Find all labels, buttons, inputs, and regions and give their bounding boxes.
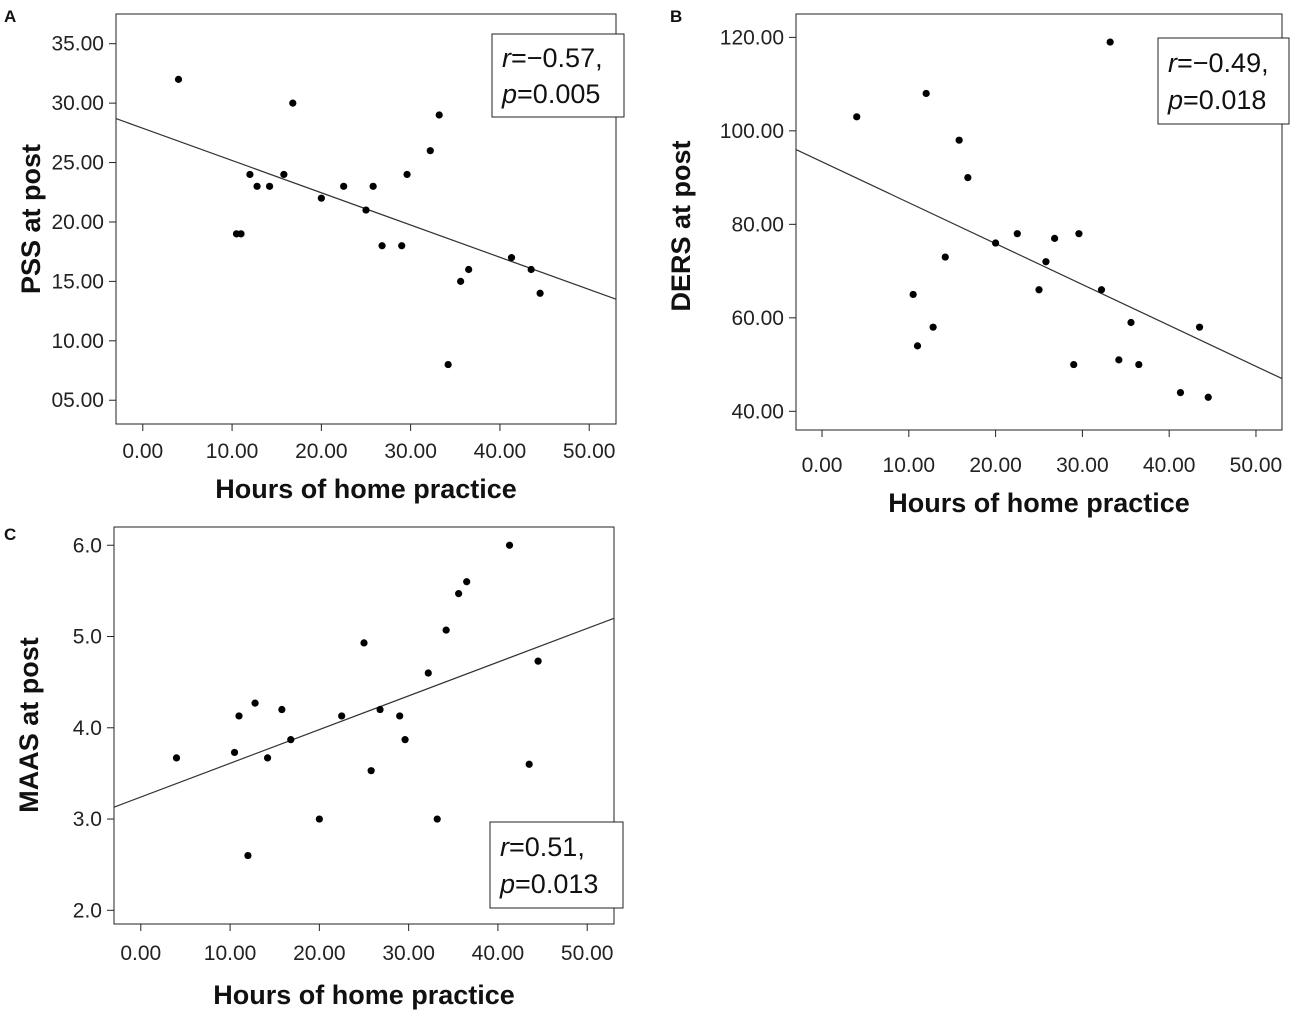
data-point — [1051, 235, 1058, 242]
data-point — [425, 669, 432, 676]
panel-c — [4, 525, 623, 1010]
y-tick-label: 4.0 — [72, 716, 102, 740]
data-point — [370, 183, 377, 190]
stats-box — [1158, 38, 1289, 124]
x-tick-label: 10.00 — [882, 454, 936, 477]
data-point — [368, 767, 375, 774]
x-axis-title: Hours of home practice — [888, 488, 1190, 518]
y-tick-label: 15.00 — [51, 270, 104, 294]
data-point — [1035, 286, 1042, 293]
y-tick-label: 25.00 — [51, 151, 104, 175]
x-tick-label: 20.00 — [969, 454, 1022, 477]
x-tick-label: 40.00 — [473, 440, 527, 463]
x-tick-label: 0.00 — [120, 942, 162, 965]
x-tick-label: 0.00 — [122, 440, 164, 463]
data-point — [853, 113, 860, 120]
panel-b — [666, 7, 1289, 518]
data-point — [175, 76, 182, 83]
data-point — [362, 206, 369, 213]
data-point — [992, 239, 999, 246]
data-point — [930, 324, 937, 331]
y-axis-title: PSS at post — [16, 143, 46, 295]
data-point — [465, 266, 472, 273]
data-point — [427, 147, 434, 154]
regression-line — [796, 150, 1282, 379]
p-value: =0.005 — [517, 79, 601, 109]
data-point — [235, 712, 242, 719]
data-point — [173, 754, 180, 761]
x-tick-label: 30.00 — [1056, 454, 1109, 477]
data-point — [942, 253, 949, 260]
x-tick-label: 50.00 — [562, 440, 616, 463]
data-point — [1177, 389, 1184, 396]
data-point — [264, 754, 271, 761]
data-point — [1127, 319, 1134, 326]
svg-text:p=0.005 — [501, 79, 600, 109]
data-point — [537, 290, 544, 297]
data-point — [923, 90, 930, 97]
svg-text:p=0.018 — [1167, 85, 1266, 115]
data-point — [445, 361, 452, 368]
y-tick-label: 30.00 — [51, 92, 104, 116]
data-points — [173, 542, 542, 859]
y-tick-label: 80.00 — [731, 213, 784, 237]
data-point — [246, 171, 253, 178]
regression-line — [114, 618, 614, 807]
data-point — [289, 100, 296, 107]
svg-text:r=0.51, — [500, 832, 585, 862]
svg-text:p=0.013 — [499, 869, 598, 899]
y-tick-label: 40.00 — [731, 400, 784, 424]
x-tick-label: 50.00 — [1229, 454, 1283, 477]
x-tick-label: 50.00 — [560, 942, 614, 965]
data-point — [1196, 324, 1203, 331]
y-axis-title: DERS at post — [666, 140, 696, 312]
data-point — [914, 342, 921, 349]
y-tick-label: 120.00 — [719, 26, 784, 50]
panel-letter: B — [670, 7, 683, 26]
data-point — [316, 815, 323, 822]
data-point — [396, 712, 403, 719]
y-tick-label: 20.00 — [51, 210, 104, 234]
data-point — [455, 590, 462, 597]
data-point — [1135, 361, 1142, 368]
x-axis-title: Hours of home practice — [215, 474, 517, 504]
data-point — [434, 815, 441, 822]
data-point — [360, 639, 367, 646]
data-point — [526, 761, 533, 768]
y-tick-label: 100.00 — [719, 119, 784, 143]
data-point — [237, 230, 244, 237]
data-point — [1107, 38, 1114, 45]
data-point — [280, 171, 287, 178]
data-point — [457, 278, 464, 285]
data-point — [251, 700, 258, 707]
data-point — [436, 111, 443, 118]
x-tick-label: 40.00 — [1142, 454, 1196, 477]
x-tick-label: 0.00 — [801, 454, 843, 477]
y-tick-label: 10.00 — [51, 329, 104, 353]
x-tick-label: 10.00 — [205, 440, 259, 463]
x-tick-label: 30.00 — [384, 440, 437, 463]
data-point — [266, 183, 273, 190]
data-point — [1115, 356, 1122, 363]
data-point — [508, 254, 515, 261]
data-point — [956, 137, 963, 144]
x-tick-label: 20.00 — [293, 942, 346, 965]
data-point — [964, 174, 971, 181]
data-point — [1070, 361, 1077, 368]
data-point — [401, 736, 408, 743]
data-point — [378, 242, 385, 249]
y-tick-label: 3.0 — [72, 808, 102, 832]
x-tick-label: 40.00 — [471, 942, 525, 965]
data-points — [175, 76, 544, 368]
data-point — [1098, 286, 1105, 293]
data-point — [910, 291, 917, 298]
x-tick-label: 10.00 — [203, 942, 257, 965]
x-axis-title: Hours of home practice — [213, 980, 515, 1010]
p-label: p — [1168, 85, 1184, 115]
y-tick-label: 60.00 — [731, 306, 784, 330]
svg-text:r=−0.57, — [502, 43, 603, 73]
data-point — [318, 195, 325, 202]
r-label: r — [1168, 48, 1177, 78]
data-point — [340, 183, 347, 190]
r-value: =0.51, — [509, 832, 585, 862]
data-point — [1075, 230, 1082, 237]
data-point — [278, 706, 285, 713]
y-tick-label: 35.00 — [51, 32, 104, 56]
data-point — [1205, 394, 1212, 401]
data-point — [338, 712, 345, 719]
data-point — [1014, 230, 1021, 237]
r-value: =−0.49, — [1177, 48, 1269, 78]
stats-box — [490, 822, 623, 908]
y-tick-label: 2.0 — [72, 899, 102, 923]
data-point — [403, 171, 410, 178]
y-tick-label: 05.00 — [51, 389, 104, 413]
p-value: =0.018 — [1183, 85, 1267, 115]
panel-a — [4, 7, 624, 504]
y-axis-title: MAAS at post — [14, 637, 44, 813]
panel-letter: A — [4, 7, 17, 26]
r-label: r — [500, 832, 509, 862]
p-value: =0.013 — [515, 869, 599, 899]
p-label: p — [502, 79, 518, 109]
data-point — [253, 183, 260, 190]
data-point — [506, 542, 513, 549]
data-point — [244, 852, 251, 859]
data-point — [398, 242, 405, 249]
x-tick-label: 30.00 — [382, 942, 435, 965]
data-point — [231, 749, 238, 756]
data-point — [528, 266, 535, 273]
panel-letter: C — [4, 525, 17, 544]
r-label: r — [502, 43, 511, 73]
data-point — [463, 578, 470, 585]
x-tick-label: 20.00 — [295, 440, 348, 463]
data-point — [1042, 258, 1049, 265]
p-label: p — [500, 869, 516, 899]
y-tick-label: 6.0 — [72, 534, 102, 558]
r-value: =−0.57, — [511, 43, 603, 73]
data-point — [535, 658, 542, 665]
data-point — [376, 706, 383, 713]
stats-box — [492, 34, 624, 117]
svg-text:r=−0.49, — [1168, 48, 1269, 78]
data-point — [443, 627, 450, 634]
data-point — [287, 736, 294, 743]
y-tick-label: 5.0 — [72, 625, 102, 649]
